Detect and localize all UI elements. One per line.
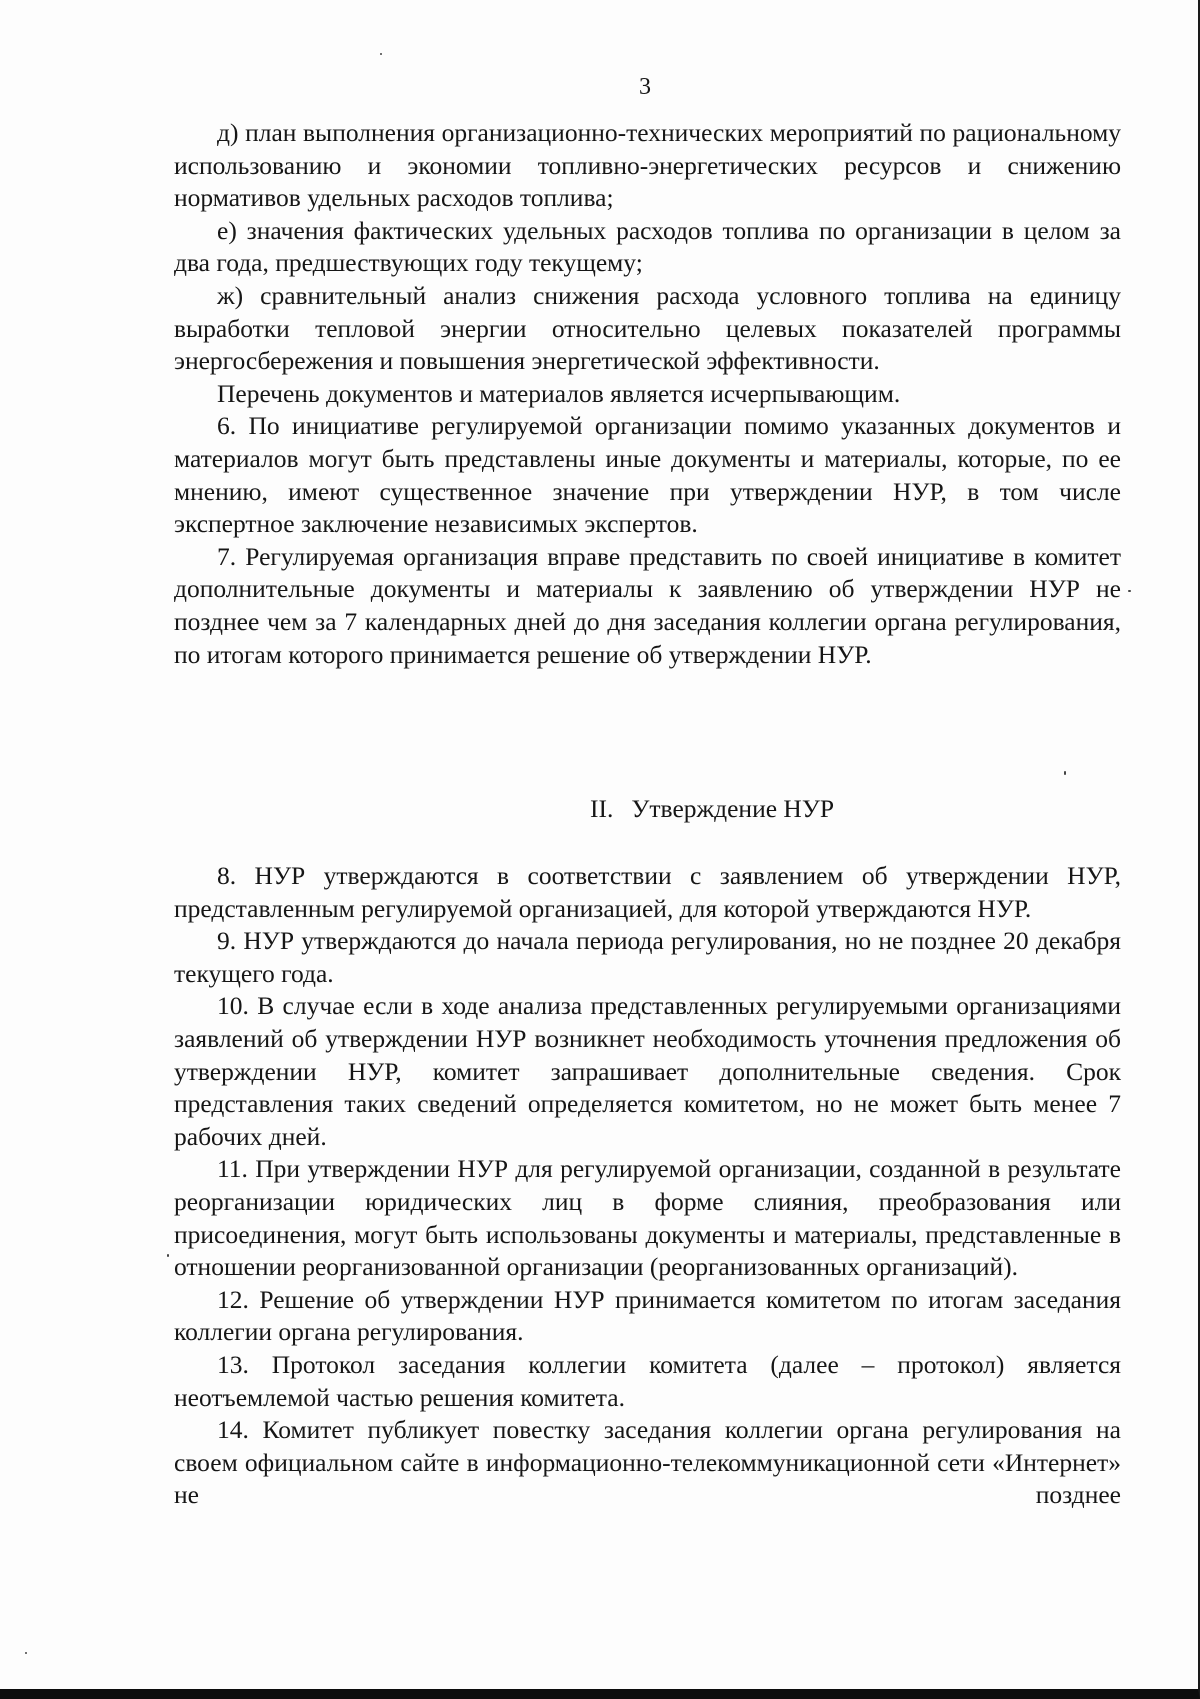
paragraph-9: 9. НУР утверждаются до начала периода регулирования, но не позднее 20 декабря текущего года. (174, 926, 1121, 988)
paragraph-12: 12. Решение об утверждении НУР принимается комитетом по итогам заседания коллегии органа регулирования. (174, 1284, 1121, 1347)
page-number: 3 (639, 74, 651, 100)
paragraph-8: 8. НУР утверждаются в соответствии с заявлением об утверждении НУР, представленным регулируемой организацией, для которой утверждаются НУР. (174, 861, 1121, 923)
scan-speck (25, 1652, 27, 1654)
paragraph-10: 10. В случае если в ходе анализа представленных регулируемыми организациями заявлений об утверждении НУР возникнет необходимость уточнения предложения об утверждении НУР, комитет запрашивает дополнительные сведения. Срок представления таких сведений определяется комитетом, но не может быть менее 7 рабочих дней. (174, 991, 1121, 1151)
paragraph-exhaustive-list: Перечень документов и материалов является исчерпывающим. (217, 378, 901, 408)
scan-speck (1128, 590, 1131, 592)
section-number: II. (590, 794, 614, 823)
paragraph-11: 11. При утверждении НУР для регулируемой организации, созданной в результате реорганизации юридических лиц в форме слияния, преобразования или присоединения, могут быть использованы документы и материалы, представленные в отношении реорганизованной организации (реорганизованных организаций). (174, 1154, 1121, 1282)
paragraph-14: 14. Комитет публикует повестку заседания коллегии органа регулирования на своем официальном сайте в информационно-телекоммуникационной сети «Интернет» не позднее (174, 1415, 1121, 1510)
scan-speck (167, 1254, 169, 1257)
section-heading (590, 793, 834, 825)
scan-speck (380, 53, 382, 55)
paragraph-item-zh: ж) сравнительный анализ снижения расхода условного топлива на единицу выработки тепловой энергии относительно целевых показателей программы энергосбережения и повышения энергетической эффективности. (174, 280, 1121, 376)
paragraph-7: 7. Регулируемая организация вправе представить по своей инициативе в комитет дополнительные документы и материалы к заявлению об утверждении НУР не позднее чем за 7 календарных дней до дня заседания коллегии органа регулирования, по итогам которого принимается решение об утверждении НУР. (174, 541, 1121, 669)
text-block-before-section (174, 117, 1121, 671)
text-block-after-section (174, 860, 1121, 1512)
scan-speck (1064, 771, 1066, 775)
paragraph-item-d: д) план выполнения организационно-технических мероприятий по рациональному использованию и экономии топливно-энергетических ресурсов и снижению нормативов удельных расходов топлива; (174, 118, 1121, 213)
section-title: Утверждение НУР (631, 794, 835, 823)
paragraph-6: 6. По инициативе регулируемой организации помимо указанных документов и материалов могут быть представлены иные документы и материалы, которые, по ее мнению, имеют существенное значение при утверждении НУР, в том числе экспертное заключение независимых экспертов. (174, 411, 1121, 539)
paragraph-item-e: е) значения фактических удельных расходов топлива по организации в целом за два года, предшествующих году текущему; (174, 215, 1121, 278)
paragraph-13: 13. Протокол заседания коллегии комитета (далее – протокол) является неотъемлемой частью решения комитета. (174, 1349, 1121, 1412)
